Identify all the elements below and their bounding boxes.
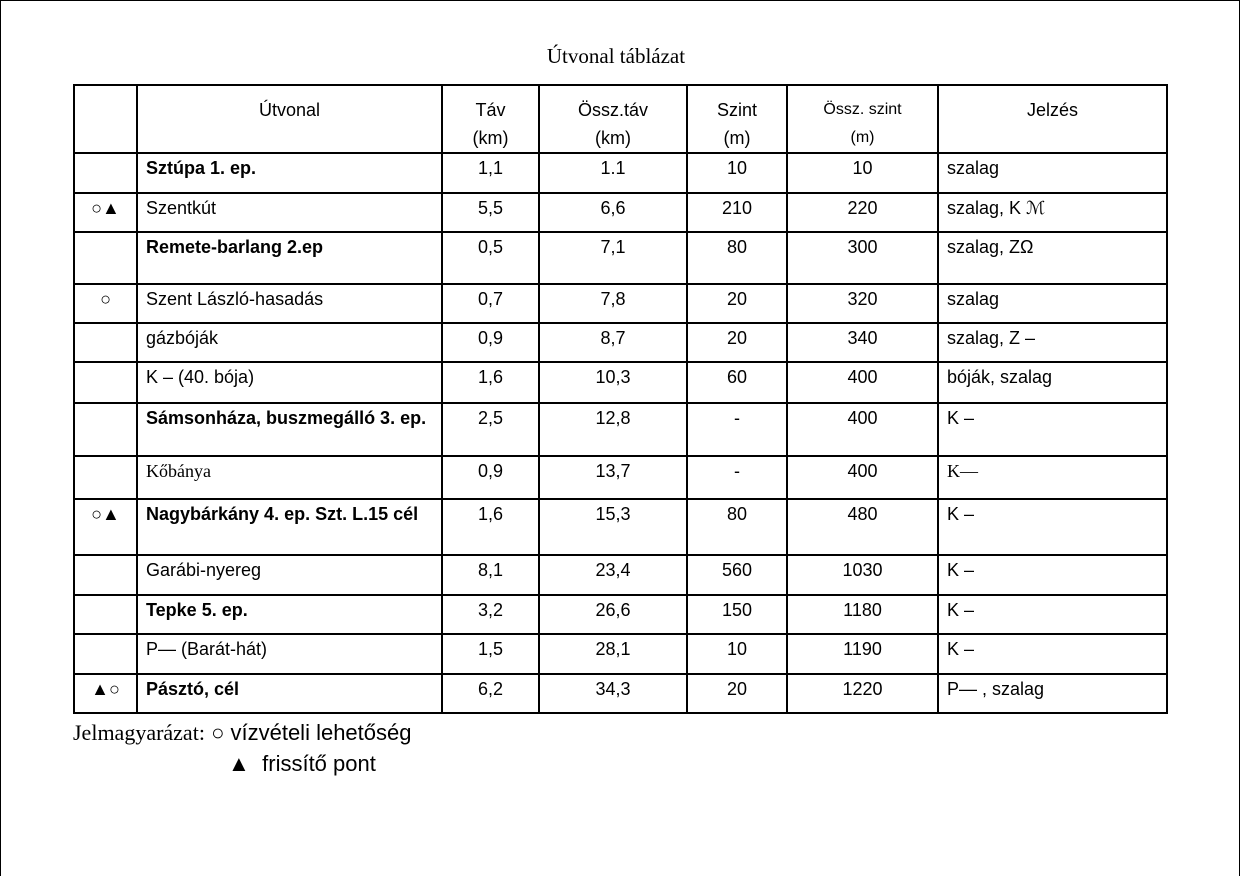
distance-cell: 8,1 (442, 555, 539, 595)
distance-cell: 0,9 (442, 323, 539, 362)
header-dist-label: Táv (475, 100, 506, 120)
route-name: Szentkút (137, 193, 442, 232)
header-cum-dist (539, 85, 687, 153)
route-mark-icon (74, 595, 137, 634)
table-row (74, 634, 1167, 674)
cumulative-distance-cell: 12,8 (539, 403, 687, 456)
table-row (74, 403, 1167, 456)
route-name: Sámsonháza, buszmegálló 3. ep. (137, 403, 442, 456)
marking-cell: K – (938, 634, 1167, 674)
table-row (74, 284, 1167, 323)
cumulative-distance-cell: 6,6 (539, 193, 687, 232)
header-cum-level-unit: (m) (850, 129, 875, 146)
cumulative-level-cell: 1180 (787, 595, 938, 634)
cumulative-distance-cell: 15,3 (539, 499, 687, 555)
level-cell: 10 (687, 153, 787, 193)
route-mark-icon: ○▲ (74, 193, 137, 232)
table-row (74, 362, 1167, 403)
marking-cell: szalag (938, 284, 1167, 323)
level-cell: - (687, 403, 787, 456)
header-cum-dist-unit: (km) (595, 128, 631, 148)
cumulative-level-cell: 320 (787, 284, 938, 323)
cumulative-level-cell: 400 (787, 456, 938, 499)
cumulative-level-cell: 1190 (787, 634, 938, 674)
route-mark-icon: ▲○ (74, 674, 137, 713)
page-title: Útvonal táblázat (546, 44, 686, 68)
table-row (74, 193, 1167, 232)
distance-cell: 3,2 (442, 595, 539, 634)
route-name: Sztúpa 1. ep. (137, 153, 442, 193)
marking-cell: szalag, ZΩ (938, 232, 1167, 284)
distance-cell: 0,7 (442, 284, 539, 323)
distance-cell: 1,6 (442, 362, 539, 403)
cumulative-distance-cell: 26,6 (539, 595, 687, 634)
route-table (73, 84, 1168, 714)
route-mark-icon (74, 555, 137, 595)
level-cell: 150 (687, 595, 787, 634)
cumulative-level-cell: 480 (787, 499, 938, 555)
cumulative-level-cell: 400 (787, 403, 938, 456)
route-name: Pásztó, cél (137, 674, 442, 713)
level-cell: 80 (687, 499, 787, 555)
level-cell: 560 (687, 555, 787, 595)
marking-cell: szalag (938, 153, 1167, 193)
header-row (74, 85, 1167, 153)
table-row (74, 674, 1167, 713)
cumulative-distance-cell: 34,3 (539, 674, 687, 713)
route-mark-icon (74, 456, 137, 499)
route-name: Garábi-nyereg (137, 555, 442, 595)
level-cell: 20 (687, 323, 787, 362)
header-cum-level (787, 85, 938, 153)
cumulative-distance-cell: 7,1 (539, 232, 687, 284)
table-row (74, 555, 1167, 595)
marking-cell: bóják, szalag (938, 362, 1167, 403)
route-name: P— (Barát-hát) (137, 634, 442, 674)
route-name: Remete-barlang 2.ep (137, 232, 442, 284)
distance-cell: 0,9 (442, 456, 539, 499)
cumulative-level-cell: 400 (787, 362, 938, 403)
cumulative-distance-cell: 1.1 (539, 153, 687, 193)
cumulative-level-cell: 340 (787, 323, 938, 362)
distance-cell: 1,6 (442, 499, 539, 555)
cumulative-distance-cell: 10,3 (539, 362, 687, 403)
level-cell: 80 (687, 232, 787, 284)
table-row (74, 456, 1167, 499)
cumulative-distance-cell: 7,8 (539, 284, 687, 323)
header-dist-unit: (km) (472, 128, 509, 148)
header-mark (74, 85, 137, 153)
cumulative-distance-cell: 28,1 (539, 634, 687, 674)
table-row (74, 595, 1167, 634)
level-cell: 10 (687, 634, 787, 674)
route-mark-icon (74, 403, 137, 456)
distance-cell: 6,2 (442, 674, 539, 713)
table-row (74, 232, 1167, 284)
header-level (687, 85, 787, 153)
route-mark-icon (74, 323, 137, 362)
distance-cell: 5,5 (442, 193, 539, 232)
table-row (74, 499, 1167, 555)
cumulative-level-cell: 220 (787, 193, 938, 232)
route-mark-icon (74, 362, 137, 403)
route-name: Tepke 5. ep. (137, 595, 442, 634)
legend-water-icon: ○ (211, 720, 225, 745)
marking-cell: K – (938, 499, 1167, 555)
marking-cell: K – (938, 555, 1167, 595)
level-cell: 60 (687, 362, 787, 403)
route-mark-icon (74, 232, 137, 284)
level-cell: 210 (687, 193, 787, 232)
header-level-label: Szint (716, 100, 758, 120)
marking-cell: szalag, Z – (938, 323, 1167, 362)
legend-refresh-text: frissítő pont (262, 751, 376, 776)
distance-cell: 2,5 (442, 403, 539, 456)
legend-row-water (73, 720, 411, 746)
route-name: K – (40. bója) (137, 362, 442, 403)
level-cell: - (687, 456, 787, 499)
route-name: Kőbánya (137, 456, 442, 499)
header-dist (442, 85, 539, 153)
marking-cell: K – (938, 403, 1167, 456)
route-mark-icon (74, 634, 137, 674)
cumulative-distance-cell: 8,7 (539, 323, 687, 362)
header-level-unit: (m) (723, 128, 751, 148)
legend-label: Jelmagyarázat: (73, 720, 205, 745)
route-mark-icon: ○▲ (74, 499, 137, 555)
route-mark-icon: ○ (74, 284, 137, 323)
header-route: Útvonal (137, 85, 442, 153)
route-name: gázbóják (137, 323, 442, 362)
table-row (74, 323, 1167, 362)
legend-refresh-icon: ▲ (228, 751, 250, 776)
cumulative-level-cell: 10 (787, 153, 938, 193)
cumulative-distance-cell: 13,7 (539, 456, 687, 499)
route-name: Szent László-hasadás (137, 284, 442, 323)
cumulative-level-cell: 1220 (787, 674, 938, 713)
route-mark-icon (74, 153, 137, 193)
header-marking: Jelzés (938, 85, 1167, 153)
marking-cell: P— , szalag (938, 674, 1167, 713)
legend-water-text: vízvételi lehetőség (230, 720, 412, 745)
table-row (74, 153, 1167, 193)
marking-cell: K – (938, 595, 1167, 634)
level-cell: 20 (687, 674, 787, 713)
level-cell: 20 (687, 284, 787, 323)
route-name: Nagybárkány 4. ep. Szt. L.15 cél (137, 499, 442, 555)
cumulative-level-cell: 300 (787, 232, 938, 284)
legend-row-refresh (228, 751, 376, 777)
cumulative-level-cell: 1030 (787, 555, 938, 595)
marking-cell: szalag, K ℳ (938, 193, 1167, 232)
distance-cell: 1,1 (442, 153, 539, 193)
header-cum-level-label: Össz. szint (823, 101, 902, 118)
cumulative-distance-cell: 23,4 (539, 555, 687, 595)
distance-cell: 1,5 (442, 634, 539, 674)
header-cum-dist-label: Össz.táv (577, 100, 648, 120)
marking-cell: K— (938, 456, 1167, 499)
distance-cell: 0,5 (442, 232, 539, 284)
